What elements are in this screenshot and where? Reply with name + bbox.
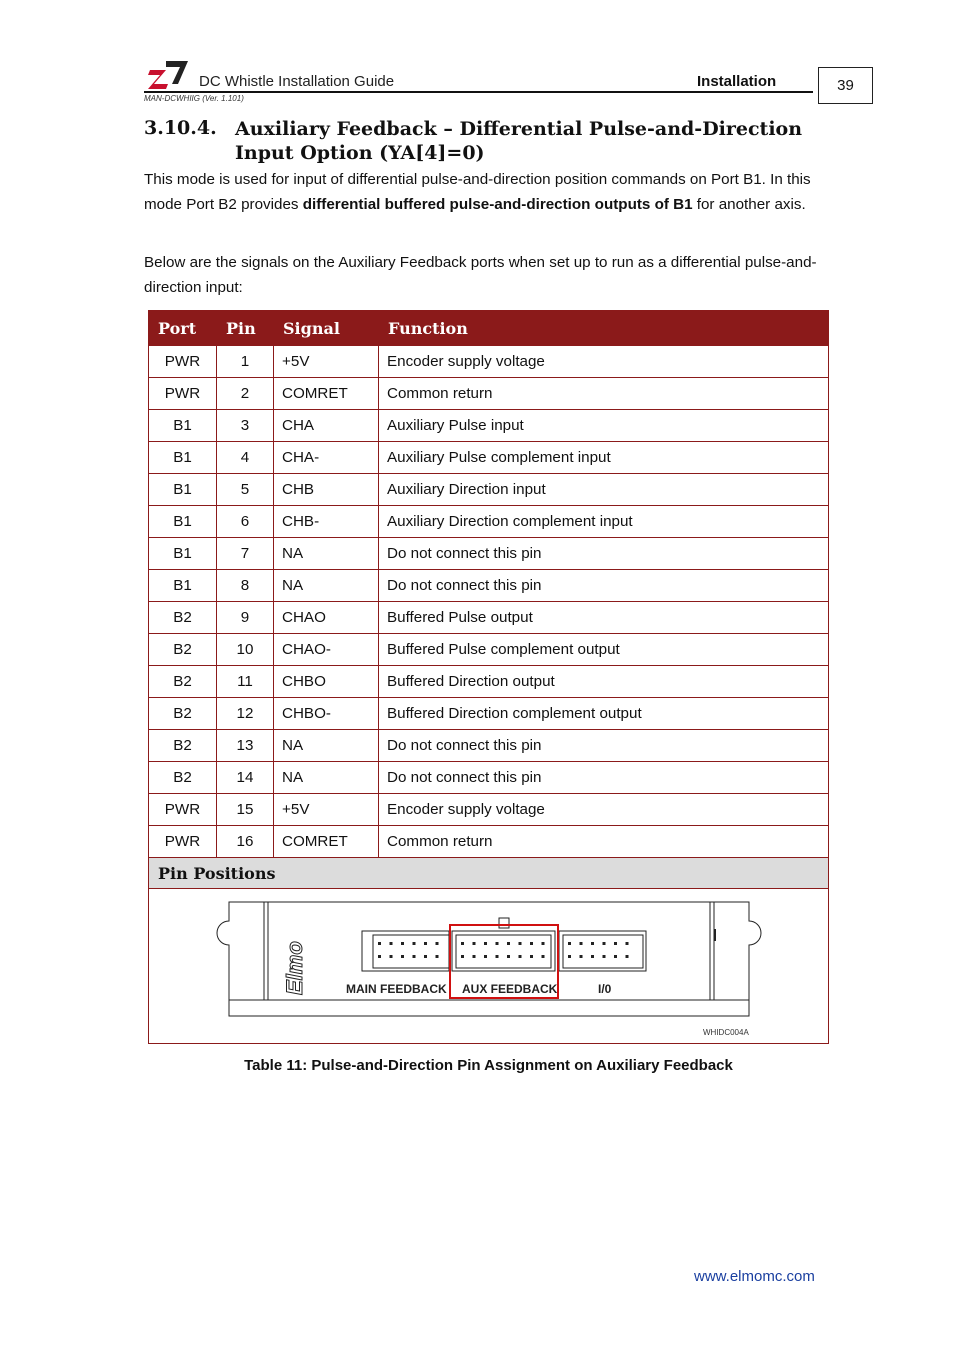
- cell-function: Encoder supply voltage: [379, 794, 829, 826]
- pin-dot: [461, 955, 464, 958]
- pin-dot: [424, 942, 427, 945]
- pin-dot: [626, 942, 629, 945]
- pin-dot: [390, 955, 393, 958]
- cell-signal: COMRET: [274, 378, 379, 410]
- pin-dot: [542, 955, 545, 958]
- pin-dot: [530, 942, 533, 945]
- section-title: Auxiliary Feedback – Differential Pulse-and-Direction Input Option (YA[4]=0): [235, 118, 803, 164]
- header-rule: [144, 91, 813, 93]
- cell-pin: 10: [217, 634, 274, 666]
- cell-signal: CHA-: [274, 442, 379, 474]
- cell-function: Buffered Pulse output: [379, 602, 829, 634]
- pin-dot: [603, 942, 606, 945]
- cell-function: Encoder supply voltage: [379, 346, 829, 378]
- table-row: [149, 602, 829, 634]
- cell-signal: COMRET: [274, 826, 379, 858]
- io-label: I/0: [598, 982, 612, 996]
- figure-id: WHIDC004A: [703, 1028, 749, 1037]
- pin-dot: [580, 955, 583, 958]
- pin-dot: [519, 942, 522, 945]
- main-feedback-label: MAIN FEEDBACK: [346, 982, 447, 996]
- cell-signal: CHBO: [274, 666, 379, 698]
- cell-port: B2: [149, 730, 217, 762]
- cell-pin: 15: [217, 794, 274, 826]
- cell-signal: CHAO: [274, 602, 379, 634]
- pin-dot: [401, 955, 404, 958]
- cell-pin: 7: [217, 538, 274, 570]
- cell-function: Buffered Pulse complement output: [379, 634, 829, 666]
- cell-signal: +5V: [274, 346, 379, 378]
- pin-dot: [436, 955, 439, 958]
- pin-dot: [591, 942, 594, 945]
- cell-port: B2: [149, 762, 217, 794]
- cell-pin: 3: [217, 410, 274, 442]
- aux-feedback-label: AUX FEEDBACK: [462, 982, 558, 996]
- pin-dot: [626, 955, 629, 958]
- cell-pin: 1: [217, 346, 274, 378]
- cell-signal: CHAO-: [274, 634, 379, 666]
- cell-function: Auxiliary Direction complement input: [379, 506, 829, 538]
- page-number: 39: [818, 67, 873, 104]
- section-number: 3.10.4.: [144, 117, 217, 139]
- intro-text-b: for another axis.: [692, 195, 806, 213]
- pin-dot: [424, 955, 427, 958]
- cell-port: B2: [149, 698, 217, 730]
- figure-row: [149, 889, 829, 1044]
- pin-dot: [614, 955, 617, 958]
- cell-pin: 6: [217, 506, 274, 538]
- table-row: [149, 410, 829, 442]
- pin-dot: [401, 942, 404, 945]
- table-row: [149, 698, 829, 730]
- cell-pin: 5: [217, 474, 274, 506]
- col-header-pin: Pin: [217, 311, 274, 346]
- pin-dot: [496, 955, 499, 958]
- cell-pin: 13: [217, 730, 274, 762]
- pin-dot: [473, 955, 476, 958]
- pin-dot: [568, 955, 571, 958]
- cell-signal: NA: [274, 762, 379, 794]
- cell-signal: NA: [274, 570, 379, 602]
- pin-dot: [484, 942, 487, 945]
- cell-signal: CHB: [274, 474, 379, 506]
- cell-function: Buffered Direction complement output: [379, 698, 829, 730]
- cell-port: B1: [149, 474, 217, 506]
- figure-cell: [149, 889, 829, 1044]
- cell-function: Do not connect this pin: [379, 730, 829, 762]
- col-header-signal: Signal: [274, 311, 379, 346]
- table-row: [149, 474, 829, 506]
- cell-signal: NA: [274, 730, 379, 762]
- cell-function: Auxiliary Pulse complement input: [379, 442, 829, 474]
- section-name: Installation: [697, 73, 777, 90]
- cell-function: Common return: [379, 378, 829, 410]
- pin-dot: [461, 942, 464, 945]
- cell-port: PWR: [149, 346, 217, 378]
- pin-dot: [507, 942, 510, 945]
- table-row: [149, 826, 829, 858]
- pin-positions-label: Pin Positions: [149, 858, 829, 889]
- pin-dot: [378, 955, 381, 958]
- cell-pin: 9: [217, 602, 274, 634]
- cell-signal: CHBO-: [274, 698, 379, 730]
- cell-port: B2: [149, 602, 217, 634]
- intro-text-bold: differential buffered pulse-and-direction outputs of B1: [302, 195, 693, 213]
- doc-title: DC Whistle Installation Guide: [199, 73, 395, 90]
- pin-dot: [413, 942, 416, 945]
- cell-pin: 4: [217, 442, 274, 474]
- pin-dot: [580, 942, 583, 945]
- cell-function: Buffered Direction output: [379, 666, 829, 698]
- table-header-row: [149, 311, 829, 346]
- cell-port: PWR: [149, 794, 217, 826]
- pin-dot: [496, 942, 499, 945]
- signals-paragraph: Below are the signals on the Auxiliary Feedback ports when set up to run as a differential pulse-and-direction input:: [144, 254, 817, 296]
- intro-paragraph: [144, 168, 834, 217]
- cell-pin: 8: [217, 570, 274, 602]
- cell-port: B1: [149, 442, 217, 474]
- cell-function: Auxiliary Pulse input: [379, 410, 829, 442]
- col-header-function: Function: [379, 311, 829, 346]
- cell-function: Auxiliary Direction input: [379, 474, 829, 506]
- table-row: [149, 442, 829, 474]
- pin-dot: [568, 942, 571, 945]
- pin-dot: [591, 955, 594, 958]
- pin-dot: [484, 955, 487, 958]
- cell-pin: 16: [217, 826, 274, 858]
- table-row: [149, 730, 829, 762]
- cell-port: PWR: [149, 378, 217, 410]
- cell-port: PWR: [149, 826, 217, 858]
- table-row: [149, 570, 829, 602]
- cell-pin: 14: [217, 762, 274, 794]
- cell-pin: 2: [217, 378, 274, 410]
- pin-dot: [603, 955, 606, 958]
- cell-function: Do not connect this pin: [379, 762, 829, 794]
- pin-dot: [507, 955, 510, 958]
- pin-dot: [530, 955, 533, 958]
- cell-port: B2: [149, 634, 217, 666]
- cell-signal: NA: [274, 538, 379, 570]
- pin-dot: [473, 942, 476, 945]
- footer-link[interactable]: www.elmomc.com: [694, 1268, 815, 1285]
- table-row: [149, 794, 829, 826]
- table-row: [149, 378, 829, 410]
- doc-version: MAN-DCWHIIG (Ver. 1.101): [144, 94, 244, 103]
- cell-function: Do not connect this pin: [379, 538, 829, 570]
- pin-dot: [542, 942, 545, 945]
- pin-assignment-table: [148, 310, 829, 1044]
- cell-port: B1: [149, 538, 217, 570]
- pin-dot: [436, 942, 439, 945]
- cell-signal: CHA: [274, 410, 379, 442]
- connector-diagram: [149, 889, 828, 1043]
- table-caption: Table 11: Pulse-and-Direction Pin Assignment on Auxiliary Feedback: [244, 1057, 733, 1074]
- pin-dot: [519, 955, 522, 958]
- cell-function: Common return: [379, 826, 829, 858]
- pin-dot: [614, 942, 617, 945]
- table-row: [149, 634, 829, 666]
- col-header-port: Port: [149, 311, 217, 346]
- table-row: [149, 666, 829, 698]
- pin-positions-row: [149, 858, 829, 889]
- table-row: [149, 346, 829, 378]
- cell-port: B2: [149, 666, 217, 698]
- elmo-logo: [148, 58, 190, 90]
- table-row: [149, 762, 829, 794]
- table-row: [149, 506, 829, 538]
- cell-port: B1: [149, 506, 217, 538]
- cell-pin: 11: [217, 666, 274, 698]
- cell-signal: CHB-: [274, 506, 379, 538]
- cell-signal: +5V: [274, 794, 379, 826]
- cell-port: B1: [149, 410, 217, 442]
- pin-dot: [390, 942, 393, 945]
- intro-text-a: This mode is used for input of differential pulse-and-direction position commands on Port B1. In this mode Port B2 provides: [144, 171, 811, 213]
- pin-dot: [378, 942, 381, 945]
- brand-logo-text: Elmo: [282, 941, 307, 995]
- cell-port: B1: [149, 570, 217, 602]
- pin-dot: [413, 955, 416, 958]
- cell-function: Do not connect this pin: [379, 570, 829, 602]
- cell-pin: 12: [217, 698, 274, 730]
- table-row: [149, 538, 829, 570]
